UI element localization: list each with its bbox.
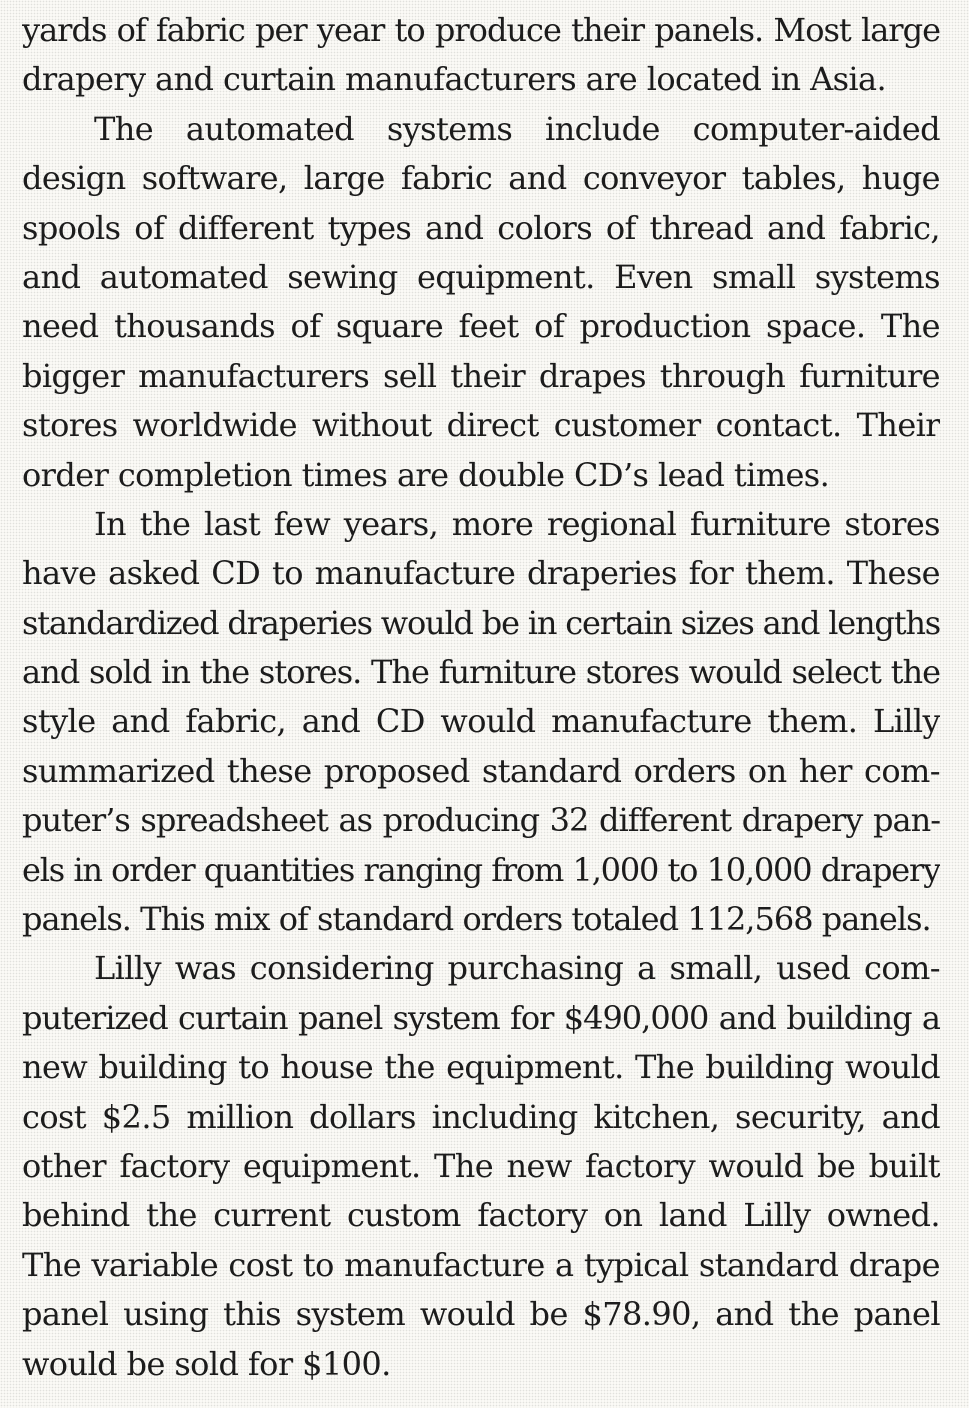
text-line: standardized draperies would be in certain sizes and lengths	[22, 603, 940, 642]
text-line: new building to house the equipment. The building would	[22, 1048, 940, 1087]
text-line: Lilly was considering purchasing a small, used com-	[94, 949, 940, 988]
text-line: cost $2.5 million dollars including kitchen, security, and	[22, 1097, 940, 1136]
text-line: behind the current custom factory on land Lilly owned.	[22, 1196, 940, 1235]
text-line: style and fabric, and CD would manufacture them. Lilly	[22, 702, 940, 741]
text-line: other factory equipment. The new factory would be built	[22, 1146, 940, 1185]
text-line: bigger manufacturers sell their drapes through furniture	[22, 356, 940, 395]
text-line: panel using this system would be $78.90, and the panel	[22, 1295, 940, 1334]
paragraph-1	[22, 6, 940, 105]
text-line: yards of fabric per year to produce their panels. Most large	[22, 11, 940, 49]
text-line: In the last few years, more regional furniture stores	[94, 504, 940, 543]
paragraph-3	[22, 500, 940, 945]
paragraph-2	[22, 105, 940, 500]
text-line: els in order quantities ranging from 1,000 to 10,000 drapery	[22, 850, 940, 889]
text-line: spools of different types and colors of thread and fabric,	[22, 208, 940, 247]
text-line: summarized these proposed standard orders on her com-	[22, 751, 940, 790]
text-line: The variable cost to manufacture a typical standard drape	[22, 1245, 940, 1284]
text-line: would be sold for $100.	[22, 1344, 391, 1383]
paragraph-4	[22, 944, 940, 1389]
text-line: need thousands of square feet of production space. The	[22, 307, 940, 346]
text-line: panels. This mix of standard orders totaled 112,568 panels.	[22, 900, 931, 939]
text-line: and sold in the stores. The furniture stores would select the	[22, 653, 940, 692]
text-line: puter’s spreadsheet as producing 32 different drapery pan-	[22, 801, 940, 840]
text-line: drapery and curtain manufacturers are located in Asia.	[22, 60, 887, 99]
text-line: and automated sewing equipment. Even small systems	[22, 257, 940, 296]
text-line: order completion times are double CD’s lead times.	[22, 455, 830, 494]
text-line: The automated systems include computer-aided	[94, 109, 940, 148]
body-text	[22, 6, 940, 1389]
text-line: design software, large fabric and conveyor tables, huge	[22, 159, 940, 198]
text-line: puterized curtain panel system for $490,000 and building a	[22, 998, 940, 1037]
text-line: have asked CD to manufacture draperies for them. These	[22, 554, 940, 593]
text-line: stores worldwide without direct customer contact. Their	[22, 406, 940, 445]
